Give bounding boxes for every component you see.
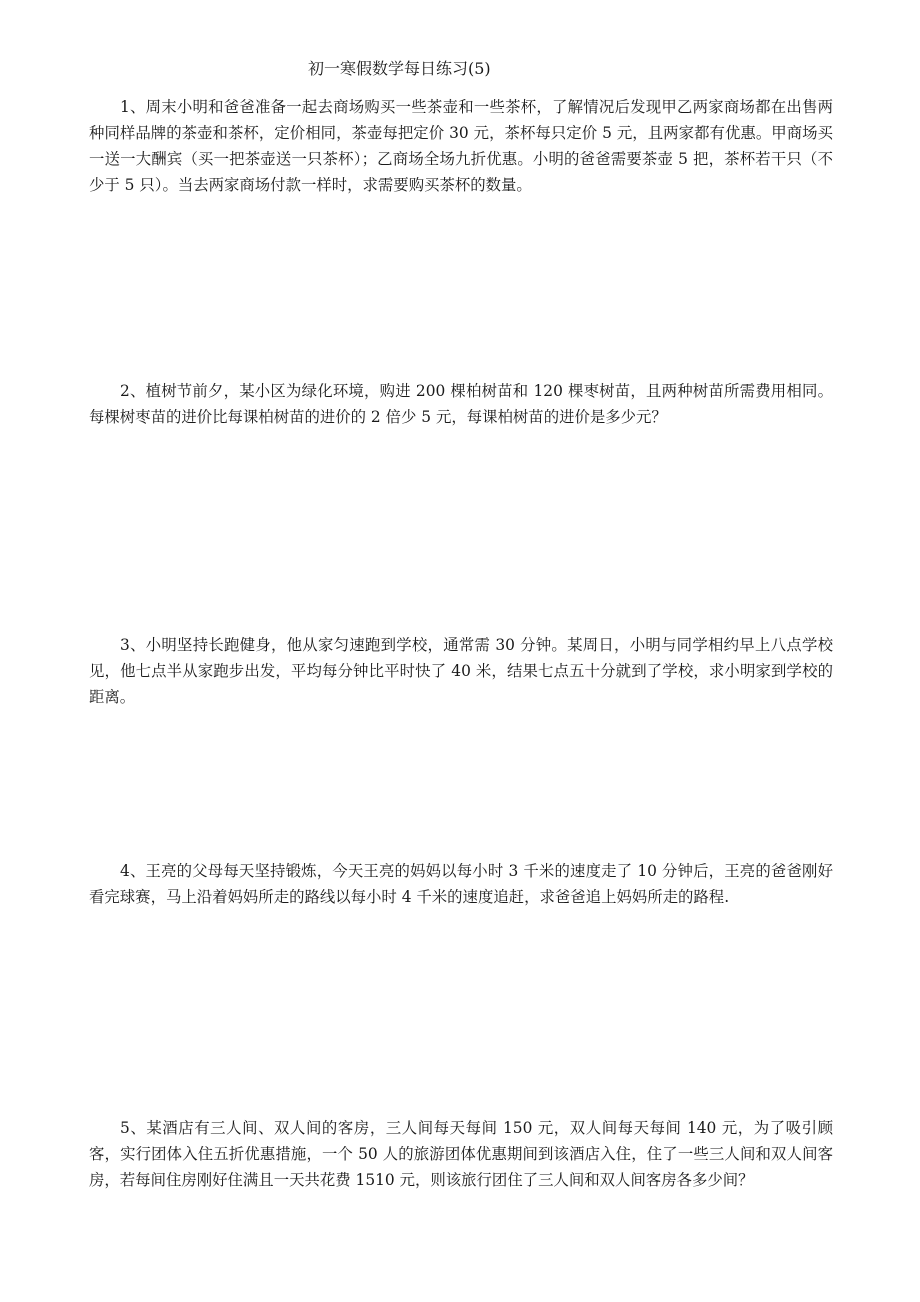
problem-3: 3、小明坚持长跑健身，他从家匀速跑到学校，通常需 30 分钟。某周日，小明与同学相约早上八点学校见，他七点半从家跑步出发，平均每分钟比平时快了 40 米，结果七点五十分就到了学校，求小明家到学校的距离。: [89, 636, 833, 706]
problem-1: 1、周末小明和爸爸准备一起去商场购买一些茶壶和一些茶杯，了解情况后发现甲乙两家商场都在出售两种同样品牌的茶壶和茶杯，定价相同，茶壶每把定价 30 元，茶杯每只定价 5 元，且两家都有优惠。甲商场买一送一大酬宾（买一把茶壶送一只茶杯）；乙商场全场九折优惠。小明的爸爸需要茶壶 5 把，茶杯若干只（不少于 5 只）。当去两家商场付款一样时，求需要购买茶杯的数量。: [89, 98, 833, 194]
problem-5: 5、某酒店有三人间、双人间的客房，三人间每天每间 150 元，双人间每天每间 140 元，为了吸引顾客，实行团体入住五折优惠措施，一个 50 人的旅游团体优惠期间到该酒店入住，住了一些三人间和双人间客房，若每间住房刚好住满且一天共花费 1510 元，则该旅行团住了三人间和双人间客房各多少间？: [89, 1119, 833, 1189]
problem-2: 2、植树节前夕，某小区为绿化环境，购进 200 棵柏树苗和 120 棵枣树苗，且两种树苗所需费用相同。每棵树枣苗的进价比每课柏树苗的进价的 2 倍少 5 元，每课柏树苗的进价是多少元？: [89, 382, 833, 426]
page-title: 初一寒假数学每日练习(5): [308, 59, 491, 78]
problem-4: 4、王亮的父母每天坚持锻炼，今天王亮的妈妈以每小时 3 千米的速度走了 10 分钟后，王亮的爸爸刚好看完球赛，马上沿着妈妈所走的路线以每小时 4 千米的速度追赶，求爸爸追上妈妈所走的路程.: [89, 862, 833, 906]
